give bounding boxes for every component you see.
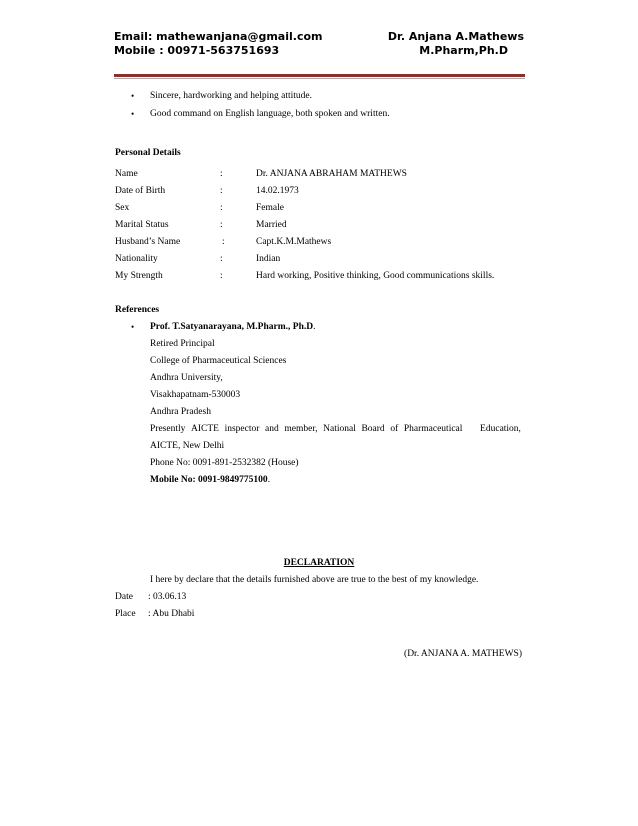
- presently-word: of: [390, 424, 399, 434]
- header-qualification: M.Pharm,Ph.D: [419, 43, 508, 57]
- detail-value: Capt.K.M.Mathews: [256, 237, 332, 247]
- reference-line: Visakhapatnam-530003: [150, 390, 241, 400]
- header-mobile: Mobile : 00971-563751693: [114, 43, 280, 57]
- detail-colon: :: [220, 271, 223, 281]
- header-email: Email: mathewanjana@gmail.com: [114, 30, 323, 43]
- reference-line: College of Pharmaceutical Sciences: [150, 356, 287, 366]
- reference-aicte: AICTE, New Delhi: [150, 441, 225, 451]
- reference-phone: Phone No: 0091-891-2532382 (House): [150, 458, 299, 468]
- reference-line: Andhra Pradesh: [150, 407, 211, 417]
- detail-label: Marital Status: [115, 220, 169, 230]
- personal-detail-row: [115, 203, 535, 217]
- declaration-text: I here by declare that the details furnished above are true to the best of my knowledge.: [150, 575, 479, 585]
- detail-colon: :: [220, 169, 223, 179]
- personal-detail-row: [115, 220, 535, 234]
- personal-detail-row: [115, 254, 535, 268]
- resume-header: [114, 30, 524, 57]
- reference-mobile-line: [150, 475, 270, 485]
- header-divider-thin: [114, 78, 525, 79]
- attribute-bullet: • Sincere, hardworking and helping attitude.: [150, 91, 312, 101]
- personal-detail-row: [115, 237, 535, 251]
- detail-label: Sex: [115, 203, 130, 213]
- header-divider-thick: [114, 74, 525, 77]
- personal-detail-row: [115, 186, 535, 200]
- detail-colon: :: [220, 186, 223, 196]
- date-value: : 03.06.13: [148, 592, 187, 602]
- detail-value: Dr. ANJANA ABRAHAM MATHEWS: [256, 169, 407, 179]
- reference-name-line: [150, 322, 315, 332]
- presently-word: inspector: [224, 424, 260, 434]
- header-row-1: [114, 30, 524, 44]
- presently-word: AICTE: [190, 424, 219, 434]
- detail-value: Female: [256, 203, 284, 213]
- presently-word: and: [265, 424, 279, 434]
- presently-word: Education,: [480, 424, 521, 434]
- reference-line: Andhra University,: [150, 373, 223, 383]
- attribute-bullet: • Good command on English language, both spoken and written.: [150, 109, 390, 119]
- reference-presently-line: [150, 424, 521, 434]
- detail-label: Husband’s Name: [115, 237, 181, 247]
- detail-label: Date of Birth: [115, 186, 166, 196]
- presently-word: Presently: [150, 424, 186, 434]
- detail-value: Hard working, Positive thinking, Good communications skills.: [256, 271, 495, 281]
- header-name: Dr. Anjana A.Mathews: [387, 30, 524, 43]
- presently-word: Pharmaceutical: [403, 424, 463, 434]
- place-label: Place: [115, 609, 136, 619]
- detail-label: My Strength: [115, 271, 163, 281]
- reference-name-suffix: .: [313, 322, 316, 332]
- detail-colon: :: [222, 237, 225, 247]
- reference-mobile: Mobile No: 0091-9849775100: [150, 475, 268, 485]
- detail-colon: :: [220, 203, 223, 213]
- detail-colon: :: [220, 220, 223, 230]
- detail-value: Indian: [256, 254, 281, 264]
- header-row-2: [114, 44, 524, 58]
- presently-word: member,: [284, 424, 318, 434]
- date-label: Date: [115, 592, 133, 602]
- detail-value: 14.02.1973: [256, 186, 299, 196]
- declaration-heading: DECLARATION: [283, 558, 355, 568]
- detail-label: Nationality: [115, 254, 158, 264]
- personal-detail-row: [115, 169, 535, 183]
- personal-details-heading: Personal Details: [115, 148, 181, 158]
- place-value: : Abu Dhabi: [148, 609, 195, 619]
- reference-name: Prof. T.Satyanarayana, M.Pharm., Ph.D: [150, 322, 314, 332]
- presently-word: National: [323, 424, 356, 434]
- detail-value: Married: [256, 220, 287, 230]
- reference-mobile-suffix: .: [267, 475, 271, 485]
- personal-detail-row: [115, 271, 535, 285]
- detail-label: Name: [115, 169, 138, 179]
- reference-line: Retired Principal: [150, 339, 215, 349]
- detail-colon: :: [220, 254, 223, 264]
- signature-name: (Dr. ANJANA A. MATHEWS): [404, 649, 522, 659]
- presently-word: Board: [361, 424, 385, 434]
- references-heading: References: [115, 305, 160, 315]
